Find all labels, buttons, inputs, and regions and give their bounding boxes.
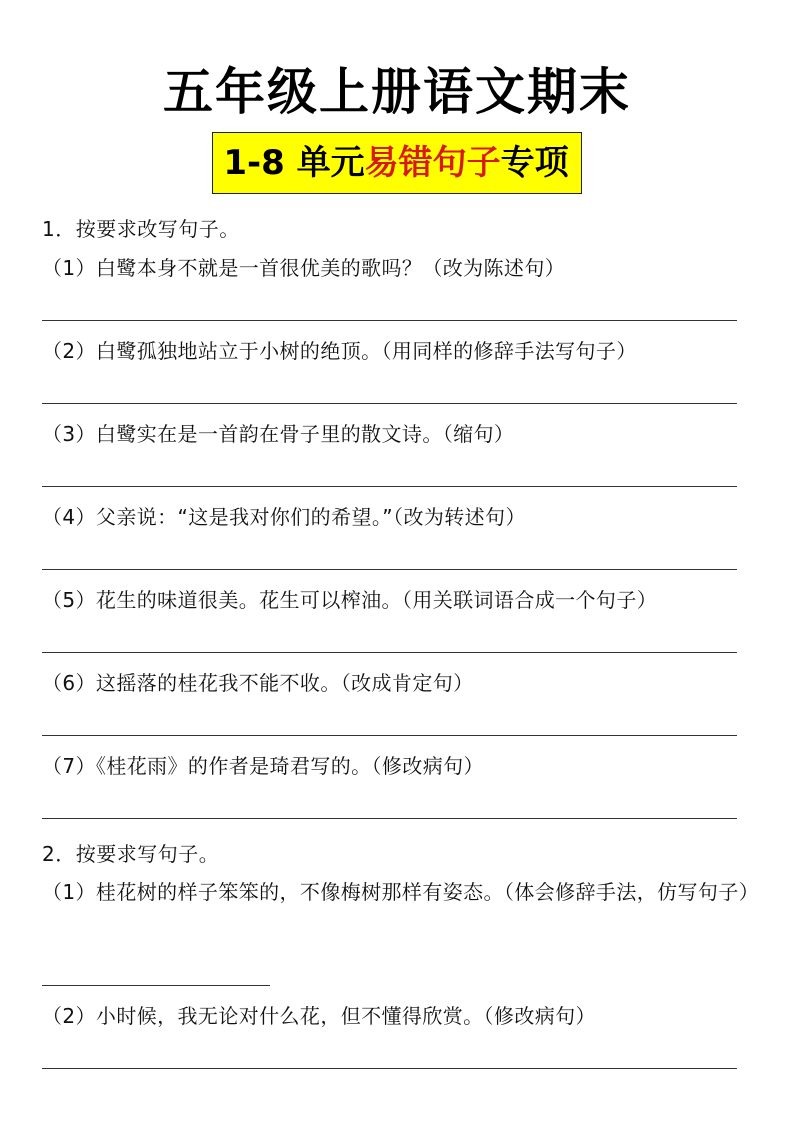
subtitle-units: 1-8 单元 — [223, 143, 365, 183]
answer-line[interactable] — [42, 1068, 737, 1069]
subtitle-box — [212, 132, 581, 194]
answer-line[interactable] — [42, 403, 737, 404]
question-item: （3）白鹭实在是一首韵在骨子里的散文诗。（缩句） — [42, 422, 515, 446]
question-item: （2）白鹭孤独地站立于小树的绝顶。（用同样的修辞手法写句子） — [42, 339, 637, 363]
question-item: （1）桂花树的样子笨笨的，不像梅树那样有姿态。（体会修辞手法，仿写句子） — [42, 880, 760, 904]
answer-line[interactable] — [42, 486, 737, 487]
question-item: （2）小时候，我无论对什么花，但不懂得欣赏。（修改病句） — [42, 1004, 596, 1028]
question-item: （6）这摇落的桂花我不能不收。（改成肯定句） — [42, 671, 474, 695]
answer-line[interactable] — [42, 652, 737, 653]
answer-line[interactable] — [42, 569, 737, 570]
question-item: （1）白鹭本身不就是一首很优美的歌吗？（改为陈述句） — [42, 256, 566, 280]
section-2-heading: 2．按要求写句子。 — [42, 842, 220, 866]
subtitle-banner — [0, 132, 794, 194]
answer-line[interactable] — [42, 985, 270, 986]
subtitle-highlight: 易错句子 — [364, 143, 501, 183]
question-item: （4）父亲说：“这是我对你们的希望。”（改为转述句） — [42, 505, 526, 529]
answer-line[interactable] — [42, 735, 737, 736]
question-item: （5）花生的味道很美。花生可以榨油。（用关联词语合成一个句子） — [42, 588, 658, 612]
question-item: （7）《桂花雨》的作者是琦君写的。（修改病句） — [42, 754, 484, 778]
subtitle-suffix: 专项 — [500, 143, 569, 183]
page-title: 五年级上册语文期末 — [163, 63, 631, 121]
answer-line[interactable] — [42, 818, 737, 819]
answer-line[interactable] — [42, 320, 737, 321]
section-1-heading: 1．按要求改写句子。 — [42, 217, 240, 241]
